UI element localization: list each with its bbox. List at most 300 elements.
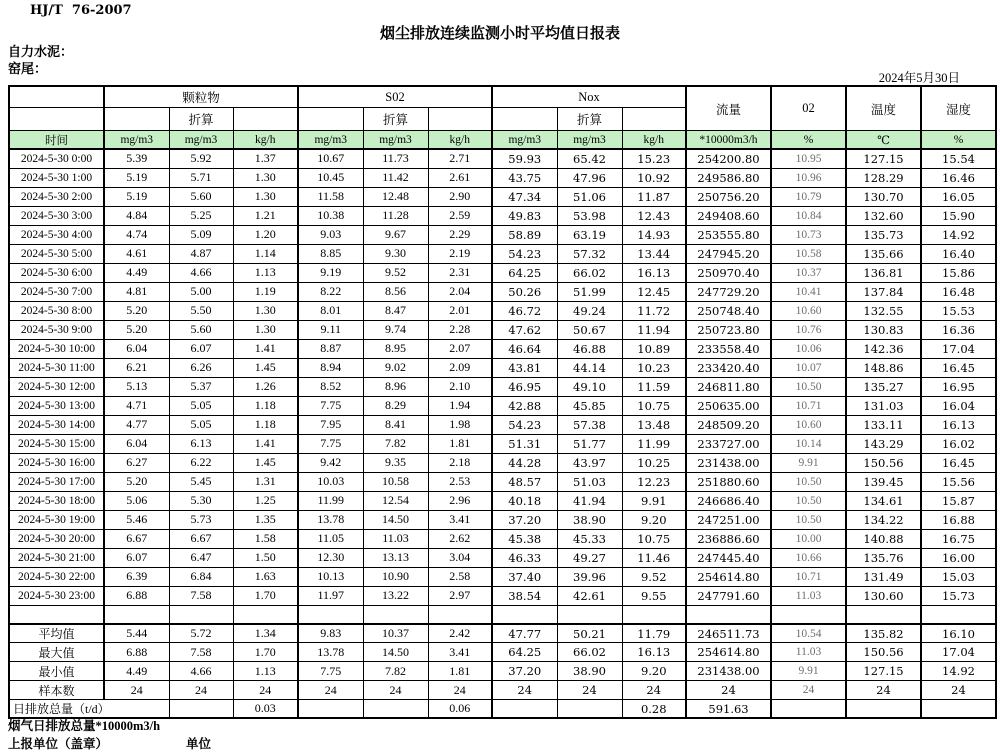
value-cell: 5.00 <box>169 282 233 301</box>
value-cell: 15.53 <box>921 301 996 320</box>
value-cell: 2.31 <box>428 263 492 282</box>
empty-cell <box>921 605 996 624</box>
time-cell: 2024-5-30 4:00 <box>9 225 104 244</box>
time-cell: 2024-5-30 15:00 <box>9 434 104 453</box>
value-cell: 2.90 <box>428 187 492 206</box>
value-cell: 6.04 <box>104 339 169 358</box>
value-cell: 233558.40 <box>686 339 771 358</box>
unit-mgm3: mg/m3 <box>557 131 622 150</box>
value-cell: 10.54 <box>771 624 846 643</box>
value-cell: 57.38 <box>557 415 622 434</box>
value-cell: 5.73 <box>169 510 233 529</box>
value-cell: 6.07 <box>104 548 169 567</box>
value-cell: 9.11 <box>298 320 363 339</box>
empty-cell <box>492 605 557 624</box>
unit-kgh: kg/h <box>622 131 686 150</box>
value-cell: 14.92 <box>921 662 996 681</box>
value-cell: 8.94 <box>298 358 363 377</box>
value-cell: 24 <box>686 681 771 700</box>
value-cell: 7.75 <box>298 434 363 453</box>
value-cell: 9.30 <box>363 244 428 263</box>
value-cell: 1.81 <box>428 434 492 453</box>
value-cell: 5.50 <box>169 301 233 320</box>
value-cell: 2.71 <box>428 149 492 168</box>
value-cell: 246811.80 <box>686 377 771 396</box>
value-cell: 2.28 <box>428 320 492 339</box>
time-cell: 2024-5-30 9:00 <box>9 320 104 339</box>
table-row <box>9 491 996 510</box>
value-cell: 9.35 <box>363 453 428 472</box>
value-cell: 6.13 <box>169 434 233 453</box>
value-cell: 10.50 <box>771 377 846 396</box>
value-cell: 253555.80 <box>686 225 771 244</box>
value-cell: 8.85 <box>298 244 363 263</box>
time-column-header: 时间 <box>9 131 104 150</box>
unit-celsius: ℃ <box>846 131 921 150</box>
empty-subheader <box>492 108 557 131</box>
col-group-so2: S02 <box>298 86 492 108</box>
value-cell: 591.63 <box>686 700 771 719</box>
value-cell: 11.87 <box>622 187 686 206</box>
value-cell: 9.74 <box>363 320 428 339</box>
time-cell: 2024-5-30 7:00 <box>9 282 104 301</box>
value-cell: 10.14 <box>771 434 846 453</box>
value-cell: 5.19 <box>104 187 169 206</box>
value-cell: 2.62 <box>428 529 492 548</box>
value-cell: 38.90 <box>557 662 622 681</box>
value-cell: 1.45 <box>233 453 298 472</box>
value-cell: 130.83 <box>846 320 921 339</box>
value-cell: 8.52 <box>298 377 363 396</box>
value-cell: 10.41 <box>771 282 846 301</box>
col-flow: 流量 <box>686 86 771 131</box>
empty-cell <box>169 605 233 624</box>
time-cell: 2024-5-30 3:00 <box>9 206 104 225</box>
value-cell: 9.67 <box>363 225 428 244</box>
value-cell: 50.21 <box>557 624 622 643</box>
value-cell: 16.75 <box>921 529 996 548</box>
value-cell: 1.63 <box>233 567 298 586</box>
value-cell: 46.33 <box>492 548 557 567</box>
value-cell: 46.72 <box>492 301 557 320</box>
table-row <box>9 453 996 472</box>
value-cell: 5.60 <box>169 320 233 339</box>
summary-label: 样本数 <box>9 681 104 700</box>
empty-cell <box>771 605 846 624</box>
value-cell: 5.37 <box>169 377 233 396</box>
value-cell: 250723.80 <box>686 320 771 339</box>
value-cell: 10.58 <box>771 244 846 263</box>
value-cell: 10.37 <box>771 263 846 282</box>
value-cell: 66.02 <box>557 643 622 662</box>
report-date: 2024年5月30日 <box>878 71 960 85</box>
value-cell: 7.58 <box>169 586 233 605</box>
value-cell: 8.29 <box>363 396 428 415</box>
value-cell: 64.25 <box>492 263 557 282</box>
value-cell: 2.19 <box>428 244 492 263</box>
value-cell: 45.85 <box>557 396 622 415</box>
time-cell: 2024-5-30 2:00 <box>9 187 104 206</box>
value-cell: 5.13 <box>104 377 169 396</box>
value-cell: 9.02 <box>363 358 428 377</box>
value-cell: 8.96 <box>363 377 428 396</box>
value-cell: 12.48 <box>363 187 428 206</box>
value-cell: 233420.40 <box>686 358 771 377</box>
value-cell: 10.90 <box>363 567 428 586</box>
value-cell: 10.38 <box>298 206 363 225</box>
value-cell: 127.15 <box>846 149 921 168</box>
value-cell: 11.28 <box>363 206 428 225</box>
value-cell: 1.14 <box>233 244 298 263</box>
value-cell: 16.40 <box>921 244 996 263</box>
value-cell: 49.83 <box>492 206 557 225</box>
value-cell: 10.00 <box>771 529 846 548</box>
value-cell: 10.67 <box>298 149 363 168</box>
value-cell: 11.97 <box>298 586 363 605</box>
value-cell: 11.94 <box>622 320 686 339</box>
value-cell: 24 <box>104 681 169 700</box>
value-cell: 133.11 <box>846 415 921 434</box>
value-cell: 2.01 <box>428 301 492 320</box>
table-row <box>9 282 996 301</box>
value-cell: 10.13 <box>298 567 363 586</box>
value-cell: 7.82 <box>363 434 428 453</box>
value-cell: 38.54 <box>492 586 557 605</box>
value-cell: 5.71 <box>169 168 233 187</box>
value-cell: 5.46 <box>104 510 169 529</box>
value-cell: 250756.20 <box>686 187 771 206</box>
value-cell: 131.49 <box>846 567 921 586</box>
col-humidity: 湿度 <box>921 86 996 131</box>
table-row <box>9 206 996 225</box>
value-cell: 249586.80 <box>686 168 771 187</box>
value-cell: 13.44 <box>622 244 686 263</box>
value-cell: 12.54 <box>363 491 428 510</box>
value-cell: 43.81 <box>492 358 557 377</box>
unit-flow: *10000m3/h <box>686 131 771 150</box>
value-cell: 24 <box>557 681 622 700</box>
value-cell: 48.57 <box>492 472 557 491</box>
value-cell: 1.18 <box>233 396 298 415</box>
value-cell: 47.77 <box>492 624 557 643</box>
time-cell: 2024-5-30 16:00 <box>9 453 104 472</box>
value-cell: 236886.60 <box>686 529 771 548</box>
value-cell: 1.34 <box>233 624 298 643</box>
hourly-rows <box>9 149 996 624</box>
value-cell: 13.22 <box>363 586 428 605</box>
value-cell: 24 <box>233 681 298 700</box>
value-cell: 1.98 <box>428 415 492 434</box>
time-cell: 2024-5-30 10:00 <box>9 339 104 358</box>
value-cell: 47.34 <box>492 187 557 206</box>
value-cell: 2.53 <box>428 472 492 491</box>
value-cell: 250748.40 <box>686 301 771 320</box>
value-cell: 5.39 <box>104 149 169 168</box>
value-cell: 10.23 <box>622 358 686 377</box>
value-cell: 0.03 <box>233 700 298 719</box>
time-cell: 2024-5-30 5:00 <box>9 244 104 263</box>
value-cell: 53.98 <box>557 206 622 225</box>
table-row <box>9 301 996 320</box>
value-cell: 246511.73 <box>686 624 771 643</box>
table-row <box>9 320 996 339</box>
value-cell: 17.04 <box>921 643 996 662</box>
table-row <box>9 567 996 586</box>
value-cell: 17.04 <box>921 339 996 358</box>
value-cell: 44.28 <box>492 453 557 472</box>
value-cell: 0.06 <box>428 700 492 719</box>
value-cell <box>169 700 233 719</box>
value-cell: 150.56 <box>846 453 921 472</box>
value-cell <box>557 700 622 719</box>
value-cell: 12.45 <box>622 282 686 301</box>
unit-percent: % <box>921 131 996 150</box>
value-cell: 24 <box>363 681 428 700</box>
value-cell: 6.27 <box>104 453 169 472</box>
value-cell: 4.74 <box>104 225 169 244</box>
value-cell: 134.61 <box>846 491 921 510</box>
value-cell: 5.92 <box>169 149 233 168</box>
time-cell: 2024-5-30 13:00 <box>9 396 104 415</box>
time-cell: 2024-5-30 1:00 <box>9 168 104 187</box>
table-row <box>9 510 996 529</box>
summary-row <box>9 624 996 643</box>
value-cell: 4.77 <box>104 415 169 434</box>
flue-gas-total-note: 烟气日排放总量*10000m3/h <box>8 719 161 733</box>
value-cell: 1.45 <box>233 358 298 377</box>
value-cell: 45.38 <box>492 529 557 548</box>
table-row <box>9 396 996 415</box>
value-cell: 137.84 <box>846 282 921 301</box>
value-cell: 1.58 <box>233 529 298 548</box>
value-cell: 54.23 <box>492 244 557 263</box>
value-cell: 63.19 <box>557 225 622 244</box>
time-cell: 2024-5-30 23:00 <box>9 586 104 605</box>
value-cell: 254200.80 <box>686 149 771 168</box>
empty-cell <box>104 605 169 624</box>
value-cell: 13.78 <box>298 510 363 529</box>
value-cell: 130.60 <box>846 586 921 605</box>
value-cell <box>363 700 428 719</box>
value-cell <box>921 700 996 719</box>
value-cell: 16.36 <box>921 320 996 339</box>
value-cell: 5.72 <box>169 624 233 643</box>
value-cell: 4.61 <box>104 244 169 263</box>
value-cell: 127.15 <box>846 662 921 681</box>
time-cell: 2024-5-30 8:00 <box>9 301 104 320</box>
standard-code: HJ/T 76-2007 <box>30 3 132 18</box>
value-cell: 14.50 <box>363 643 428 662</box>
summary-label: 平均值 <box>9 624 104 643</box>
table-row <box>9 244 996 263</box>
value-cell: 10.50 <box>771 510 846 529</box>
value-cell: 16.45 <box>921 453 996 472</box>
value-cell: 1.25 <box>233 491 298 510</box>
value-cell: 54.23 <box>492 415 557 434</box>
value-cell: 12.43 <box>622 206 686 225</box>
value-cell: 6.88 <box>104 643 169 662</box>
value-cell: 9.19 <box>298 263 363 282</box>
value-cell: 10.25 <box>622 453 686 472</box>
value-cell: 139.45 <box>846 472 921 491</box>
value-cell: 15.54 <box>921 149 996 168</box>
table-row <box>9 225 996 244</box>
value-cell: 38.90 <box>557 510 622 529</box>
value-cell: 132.60 <box>846 206 921 225</box>
value-cell: 5.05 <box>169 415 233 434</box>
value-cell: 1.30 <box>233 168 298 187</box>
table-row <box>9 548 996 567</box>
value-cell: 7.75 <box>298 662 363 681</box>
value-cell: 3.41 <box>428 510 492 529</box>
value-cell: 10.95 <box>771 149 846 168</box>
value-cell: 10.92 <box>622 168 686 187</box>
col-group-nox: Nox <box>492 86 686 108</box>
value-cell: 10.50 <box>771 491 846 510</box>
empty-cell <box>686 605 771 624</box>
value-cell: 16.10 <box>921 624 996 643</box>
time-cell: 2024-5-30 19:00 <box>9 510 104 529</box>
empty-cell <box>428 605 492 624</box>
value-cell: 24 <box>771 681 846 700</box>
value-cell: 1.30 <box>233 320 298 339</box>
value-cell: 1.20 <box>233 225 298 244</box>
value-cell: 11.72 <box>622 301 686 320</box>
empty-cell <box>557 605 622 624</box>
value-cell <box>846 700 921 719</box>
value-cell: 148.86 <box>846 358 921 377</box>
value-cell: 13.13 <box>363 548 428 567</box>
value-cell: 1.21 <box>233 206 298 225</box>
value-cell: 5.19 <box>104 168 169 187</box>
empty-subheader <box>428 108 492 131</box>
value-cell: 51.99 <box>557 282 622 301</box>
time-cell: 2024-5-30 12:00 <box>9 377 104 396</box>
value-cell: 39.96 <box>557 567 622 586</box>
value-cell: 2.61 <box>428 168 492 187</box>
empty-cell <box>9 605 104 624</box>
value-cell: 135.27 <box>846 377 921 396</box>
value-cell: 254614.80 <box>686 567 771 586</box>
value-cell: 11.46 <box>622 548 686 567</box>
value-cell: 11.99 <box>622 434 686 453</box>
value-cell: 15.86 <box>921 263 996 282</box>
subheader-converted: 折算 <box>363 108 428 131</box>
value-cell: 8.87 <box>298 339 363 358</box>
value-cell: 43.97 <box>557 453 622 472</box>
unit-mgm3: mg/m3 <box>298 131 363 150</box>
summary-label: 最小值 <box>9 662 104 681</box>
value-cell: 1.37 <box>233 149 298 168</box>
value-cell: 8.47 <box>363 301 428 320</box>
value-cell: 13.78 <box>298 643 363 662</box>
value-cell: 10.75 <box>622 396 686 415</box>
value-cell: 8.01 <box>298 301 363 320</box>
value-cell: 11.03 <box>771 643 846 662</box>
value-cell: 249408.60 <box>686 206 771 225</box>
value-cell: 16.00 <box>921 548 996 567</box>
value-cell: 6.21 <box>104 358 169 377</box>
value-cell: 1.70 <box>233 586 298 605</box>
value-cell: 143.29 <box>846 434 921 453</box>
table-row <box>9 529 996 548</box>
value-cell: 42.88 <box>492 396 557 415</box>
value-cell: 136.81 <box>846 263 921 282</box>
value-cell: 7.58 <box>169 643 233 662</box>
value-cell: 11.73 <box>363 149 428 168</box>
time-cell: 2024-5-30 14:00 <box>9 415 104 434</box>
value-cell: 9.42 <box>298 453 363 472</box>
value-cell: 46.95 <box>492 377 557 396</box>
value-cell: 10.71 <box>771 396 846 415</box>
value-cell: 6.84 <box>169 567 233 586</box>
value-cell: 46.64 <box>492 339 557 358</box>
value-cell: 46.88 <box>557 339 622 358</box>
unit-kgh: kg/h <box>233 131 298 150</box>
time-cell: 2024-5-30 21:00 <box>9 548 104 567</box>
daily-total-label: 日排放总量（t/d） <box>9 700 169 719</box>
value-cell: 6.67 <box>104 529 169 548</box>
report-table <box>8 85 997 719</box>
value-cell: 5.20 <box>104 320 169 339</box>
empty-cell <box>363 605 428 624</box>
value-cell: 50.67 <box>557 320 622 339</box>
value-cell: 5.30 <box>169 491 233 510</box>
value-cell: 11.03 <box>771 586 846 605</box>
value-cell: 2.09 <box>428 358 492 377</box>
value-cell: 1.81 <box>428 662 492 681</box>
value-cell: 5.06 <box>104 491 169 510</box>
table-row <box>9 586 996 605</box>
value-cell: 16.04 <box>921 396 996 415</box>
time-cell: 2024-5-30 20:00 <box>9 529 104 548</box>
value-cell: 51.03 <box>557 472 622 491</box>
value-cell: 4.81 <box>104 282 169 301</box>
value-cell: 10.89 <box>622 339 686 358</box>
value-cell: 4.66 <box>169 662 233 681</box>
monitoring-point: 窑尾： <box>8 61 48 76</box>
value-cell: 131.03 <box>846 396 921 415</box>
value-cell: 24 <box>428 681 492 700</box>
value-cell: 12.23 <box>622 472 686 491</box>
value-cell: 16.02 <box>921 434 996 453</box>
empty-cell <box>298 605 363 624</box>
value-cell: 15.87 <box>921 491 996 510</box>
value-cell: 9.20 <box>622 662 686 681</box>
time-cell: 2024-5-30 11:00 <box>9 358 104 377</box>
table-row <box>9 149 996 168</box>
value-cell: 1.35 <box>233 510 298 529</box>
time-cell: 2024-5-30 0:00 <box>9 149 104 168</box>
unit-label: 单位 <box>186 737 212 751</box>
value-cell: 11.03 <box>363 529 428 548</box>
value-cell: 10.79 <box>771 187 846 206</box>
table-row <box>9 377 996 396</box>
value-cell: 8.41 <box>363 415 428 434</box>
value-cell: 12.30 <box>298 548 363 567</box>
value-cell: 10.07 <box>771 358 846 377</box>
value-cell: 2.04 <box>428 282 492 301</box>
value-cell: 9.52 <box>622 567 686 586</box>
value-cell: 16.45 <box>921 358 996 377</box>
value-cell: 1.94 <box>428 396 492 415</box>
value-cell: 6.67 <box>169 529 233 548</box>
value-cell: 37.20 <box>492 510 557 529</box>
value-cell: 6.88 <box>104 586 169 605</box>
value-cell: 1.19 <box>233 282 298 301</box>
value-cell: 49.27 <box>557 548 622 567</box>
value-cell: 2.97 <box>428 586 492 605</box>
